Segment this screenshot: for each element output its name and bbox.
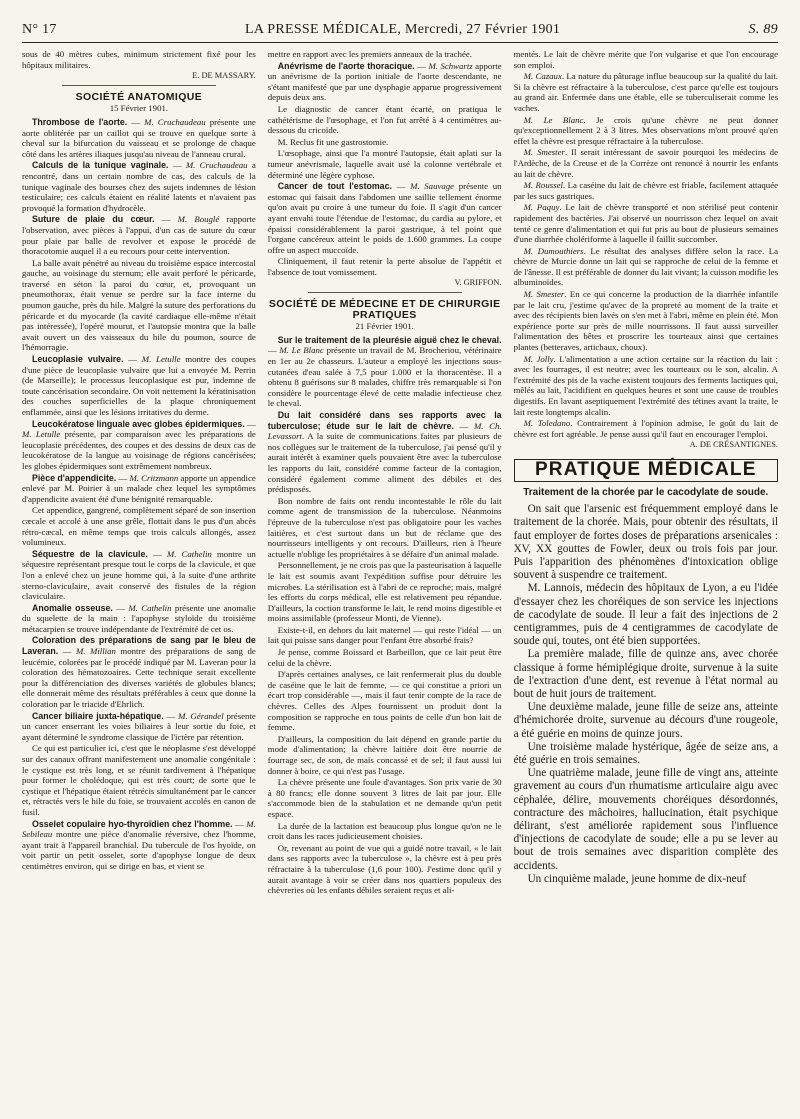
journal-title bbox=[245, 22, 560, 38]
columns bbox=[22, 49, 778, 1119]
paragraph: Bon nombre de faits ont rendu incontestable le rôle du lait comme agent de transmission de la tuberculose. Néanmoins l'épreuve de la tuberculose n'est pas obligatoire pour les vaches laitières, et c'est surtout dans un but de réclame que des nourrisseurs intelligents y ont recours. D'ailleurs, rien à l'heure actuelle n'oblige les propriétaires à se défaire d'un animal malade. bbox=[267, 495, 502, 559]
entry-heading: Séquestre de la clavicule. bbox=[32, 548, 148, 559]
divider bbox=[308, 292, 462, 293]
entry-text: présente, par comparaison avec les préparations de leucoplasie précédentes, des coupes et des dessins de deux cas de leucokératose de la langue au voisinage de régions cancérisées; les globes épidermiques sont extrêmement nombreux. bbox=[22, 429, 256, 471]
entry-heading: Anévrisme de l'aorte thoracique. bbox=[277, 60, 415, 71]
paragraph: La balle avait pénétré au niveau du troisième espace intercostal gauche, au voisinage du sternum; elle avait perforé le péricarde, traversé en séton la paroi du cœur, et, provoquant un pneumothorax, était venue se perdre sur la face interne du poumon gauche, près du hile. Malgré la suture des perforations du péricarde et du myocarde (la cavité cardiaque elle-même n'était pas intéressée), l'opéré mourut, et l'autopsie montra que la balle avait ouvert un des vaisseaux du hile du poumon, source de l'hémorragie. bbox=[22, 257, 256, 353]
speaker: M. Roussel bbox=[523, 180, 563, 191]
paragraph: Personnellement, je ne crois pas que la pasteurisation à laquelle le lait est soumis avant l'expédition suffise pour détruire les microbes. La stérilisation est à l'abri de ce reproche; mais, malgré les efforts du corps médical, elle est relativement peu répandue. D'ailleurs, la coction transforme le lait, le rend moins digestible et moins assimilable (professeur Monti, de Vienne). bbox=[267, 560, 502, 624]
entry-heading: Sur le traitement de la pleurésie aiguë chez le cheval. bbox=[277, 334, 502, 345]
signature: V. GRIFFON. bbox=[454, 278, 502, 288]
paragraph: Une troisième malade hystérique, âgée de seize ans, a été guérie en trois semaines. bbox=[513, 740, 778, 767]
section-date: 15 Février 1901. bbox=[109, 103, 169, 114]
column-2 bbox=[268, 49, 502, 1119]
entry-heading: Anomalie osseuse. bbox=[32, 602, 113, 613]
journal-name: LA PRESSE MÉDICALE bbox=[244, 22, 398, 37]
article-body bbox=[514, 503, 778, 886]
entry: Osselet copulaire hyo-thyroïdien chez l'homme. — M. Sebileau montre une pièce d'anomalie réversive, chez l'homme, ayant trait à l'appareil branchial. Du tubercule de l'os hyoïde, on voit partir un petit osselet, sorte d'apophyse longue de deux centimètres environ, qui se dirige en bas, et vient se bbox=[22, 818, 256, 871]
discussion bbox=[514, 147, 778, 179]
entry: Cancer biliaire juxta-hépatique. — M. Gérandel présente un cancer enserrant les voies biliaires à leur sortie du foie, et ayant déterminé le syndrome classique de l'ictère par rétention. bbox=[22, 710, 256, 742]
entry-author: M. Cruchaudeau bbox=[185, 160, 248, 171]
paragraph: La chèvre présente une foule d'avantages. Son prix varie de 30 à 80 francs; elle donne souvent 3 litres de lait par jour. Elle s'accommode bien de la stabulation et ne demande qu'un petit espace. bbox=[267, 777, 502, 819]
article-title: Traitement de la chorée par le cacodylate de soude. bbox=[523, 486, 769, 498]
paragraph: La durée de la lactation est beaucoup plus longue qu'on ne le croit dans les races judicieusement choisies. bbox=[267, 820, 502, 842]
section-date: 21 Février 1901. bbox=[355, 321, 414, 332]
paragraph: La première malade, fille de quinze ans, avec chorée classique à forme hémiplégique droite, survenue à la suite de l'extraction d'une dent, est revenue à l'état normal au bout de huit jours de traitement. bbox=[513, 648, 778, 700]
issue-date: , Mercredi, 27 Février 1901 bbox=[397, 22, 561, 37]
section-title: SOCIÉTÉ ANATOMIQUE bbox=[75, 90, 203, 103]
column-3 bbox=[514, 49, 778, 1119]
entry-text: présente une aorte oblitérée par un caillot qui se trouve en quelque sorte à cheval sur la bifurcation du vaisseau et se prolonge de chaque côté dans les artères iliaques jusqu'au niveau de l'anneau crural. bbox=[22, 116, 256, 159]
speaker: M. Jolly bbox=[523, 353, 554, 364]
paragraph: Cet appendice, gangrené, complètement séparé de son insertion cæcale et accolé à une anse grêle, flottait dans le pus d'un abcès rétro-cæcal, en même temps que trois calculs allongés, assez volumineux. bbox=[22, 505, 256, 548]
paragraph: Une deuxième malade, jeune fille de seize ans, atteinte d'hémichorée droite, survenue au décours d'une rougeole, a été guérie en moins de quinze jours. bbox=[513, 701, 778, 740]
entry-text: apporte un appendice enlevé par M. Poirier à un malade chez lequel les symptômes d'appendicite avaient été d'une bénignité remarquable. bbox=[22, 472, 256, 504]
discussion-text: . Le résultat des analyses diffère selon la race. La chèvre de Murcie donne un lait qui se rapproche de celui de la femme et de l'ânesse. Il est préférable de donner du lait vivant; la cuisson modifie les albuminoïdes. bbox=[513, 245, 778, 288]
entry-heading: Du lait considéré dans ses rapports avec la tuberculose; étude sur le lait de chèvre. bbox=[267, 410, 502, 431]
discussion bbox=[514, 354, 778, 418]
speaker: M. Paquy bbox=[523, 202, 560, 213]
speaker: M. Smester bbox=[523, 289, 565, 300]
discussion-text: . L'alimentation a une action certaine sur la réaction du lait : avec les fourrages, il est neutre; avec les tourteaux ou le son, alcalin. A l'extrémité des pis de la vache existent toujours des ferments lactiques qui, mêlés au lait, l'acidifient en quelques heures et sont une cause de troubles digestifs. En lavant aseptiquement l'extrémité des tétines avant la traite, le lait reste longtemps alcalin. bbox=[513, 353, 778, 417]
entry: Séquestre de la clavicule. — M. Cathelin montre un séquestre représentant presque tout le corps de la clavicule, et que l'on a enlevé chez un jeune homme qui, à la suite d'une arthrite sterno-claviculaire, avait conservé des fistules de la région claviculaire. bbox=[22, 548, 256, 602]
entry-author: M. Millian bbox=[75, 646, 116, 657]
entry-author: M. Letulle bbox=[141, 354, 181, 365]
signature: E. DE MASSARY. bbox=[192, 71, 256, 81]
section-title: SOCIÉTÉ DE MÉDECINE ET DE CHIRURGIE PRATIQUES bbox=[268, 298, 501, 321]
paragraph: Un cinquième malade, jeune homme de dix-neuf bbox=[527, 872, 746, 885]
entry-heading: Leucoplasie vulvaire. bbox=[32, 354, 124, 365]
entry: Cancer de tout l'estomac. — M. Sauvage présente un estomac qui faisait dans l'abdomen une saillie tellement énorme qu'on avait pu croire à une tumeur du foie. Il s'agit d'un cancer ayant envahi toute l'étendue de l'estomac, du cardia au pylore, et épaissi considérablement la paroi gastrique, à tel point que l'organe cancéreux atteint le poids de 1.600 grammes. La coupe offre un aspect muccoïde. bbox=[267, 181, 502, 255]
paragraph: mentés. Le lait de chèvre mérite que l'on vulgarise et que l'on encourage son emploi. bbox=[513, 49, 778, 70]
entry: Sur le traitement de la pleurésie aiguë chez le cheval. — M. Le Blanc présente un travail de M. Brocheriou, vétérinaire en 1er au 2e chasseurs. L'auteur a employé les injections sous-cutanées d'eau salée à 7,5 pour 1.000 et la thoracentèse. Il a obtenu 8 guérisons sur 8 malades, chiffre très remarquable si l'on considère le pourcentage élevé de cette maladie infectieuse chez le cheval. bbox=[267, 334, 502, 409]
page-number: S. 89 bbox=[748, 22, 778, 37]
speaker: M. Toledano bbox=[523, 418, 571, 429]
discussion bbox=[514, 115, 778, 147]
entry-author: M. Sebileau bbox=[22, 818, 256, 840]
issue-number: N° 17 bbox=[22, 22, 57, 37]
entry: Coloration des préparations de sang par le bleu de Laveran. — M. Millian montre des préparations de sang de leucémie, colorées par le procédé indiqué par M. Laveran pour la coloration des hématozoaires. Cette technique serait excellente pour la différenciation des diverses variétés de globules blancs; elle donnerait même des résultats préférables à ceux que donne la coloration par le triacide d'Ehrlich. bbox=[22, 635, 256, 710]
running-header bbox=[22, 22, 778, 43]
paragraph: L'œsophage, ainsi que l'a montré l'autopsie, était aplati sur la tumeur anévrismale, laquelle avait usé la colonne vertébrale et déterminé une légère cyphose. bbox=[267, 148, 502, 180]
entry-text: présente une anomalie du squelette de la main : l'apophyse styloïde du troisième métacarpien se trouve indépendante de l'extrémité de cet os. bbox=[22, 602, 256, 634]
entry-author: M. Critzmann bbox=[129, 472, 179, 483]
entry-author: M. Gérandel bbox=[178, 710, 224, 721]
discussion-text: . La caséine du lait de chèvre est friable, facilement attaquée par les sucs gastriques. bbox=[513, 180, 778, 201]
discussion-text: . La nature du pâturage influe beaucoup sur la qualité du lait. Si la chèvre est réfractaire à la tuberculose, c'est parce qu'elle est toujours au grand air. Enfermée dans une étable, elle se tuberculiserait comme les vaches. bbox=[513, 71, 778, 113]
paragraph: M. Lannois, médecin des hôpitaux de Lyon, a eu l'idée d'essayer chez les choréiques de son service les injections de cacodylate de soude. Il leur a fait des injections de 2 centigrammes, puis de 4 centigrammes de cacodylate de soude qui, toutes, ont été bien supportées. bbox=[513, 582, 778, 648]
entry-text: a rencontré, dans un certain nombre de cas, des calculs de la tunique vaginale des bourses chez des sujets indemnes de lésion testiculaire; ces calculs étaient en réalité latents et n'avaient pas provoqué la formation d'hydrocèle. bbox=[22, 160, 256, 213]
paragraph: Or, revenant au point de vue qui a guidé notre travail, « le lait dans ses rapports avec la tuberculose », la chèvre est à peu près réfractaire à la tuberculose (1,6 pour 100). J'estime donc qu'il y aurait avantage à voir se créer dans nos quartiers populeux des chèvreries où les enfants débiles seraient reçus et ali- bbox=[267, 842, 502, 896]
entry-author: M. Ch. Levassort bbox=[267, 420, 502, 442]
entry-text: présente un cancer enserrant les voies biliaires à leur sortie du foie, et ayant déterminé le syndrome classique de l'ictère par rétention. bbox=[22, 710, 256, 742]
discussion bbox=[514, 246, 778, 288]
discussion-text: . Il serait intéressant de savoir pourquoi les médecins de l'Ardèche, de la Creuse et de la Corrèze ont renoncé à nourrir les enfants au lait de chèvre. bbox=[513, 147, 778, 179]
entry-author: M. Letulle bbox=[22, 429, 61, 440]
intro-paragraph: sous de 40 mètres cubes, minimum strictement fixé pour les hôpitaux militaires. bbox=[22, 49, 256, 70]
paragraph: Ce qui est particulier ici, c'est que le néoplasme s'est développé sur des canaux offrant manifestement une anomalie congénitale : le cystique est très long, et se réunit tardivement à l'hépatique pour former le cholédoque, qui est très court; de sorte que le cystique et l'hépatique étaient rétrécis simultanément par le cancer et, rétractés vers le hile du foie, se trouvaient accolés en canon de fusil. bbox=[22, 743, 256, 817]
discussion bbox=[514, 418, 778, 439]
speaker: M. Le Blanc bbox=[523, 114, 584, 125]
entry-text: montre des coupes d'une pièce de leucoplasie vulvaire que lui a envoyée M. Perrin (de Marseille); le processus leucoplasique est pur, indemne de toute cancérisation secondaire. On voit nettement la kératinisation des couches superficielles de la plaque chroniquement enflammée, ainsi que les lésions irritatives du derme. bbox=[22, 354, 256, 417]
entry-text: montre des préparations de sang de leucémie, colorées par le procédé indiqué par M. Laveran pour la coloration des hématozoaires. Cette technique serait excellente pour la différenciation des diverses variétés de globules blancs; elle donnerait même des résultats préférables à ceux que donne la coloration par le triacide d'Ehrlich. bbox=[22, 646, 256, 710]
entry-heading: Cancer biliaire juxta-hépatique. bbox=[32, 710, 164, 721]
discussion-text: . En ce qui concerne la production de la diarrhée infantile par le lait cru, j'estime qu'avec de la propreté au moment de la traite et avec des récipients bien lavés on s'en met à l'abri, même en plein été. Mon expérience porte sur près de mille nourrissons. Il faut aussi surveiller l'alimentation des bêtes et proscrire les tourteaux ainsi que certaines plantes (betteraves, artichaux, choux). bbox=[513, 289, 778, 353]
entry-author: M. Bouglé bbox=[177, 214, 220, 225]
paragraph: On sait que l'arsenic est fréquemment employé dans le traitement de la chorée. Mais, pour obtenir des résultats, il faut employer de fortes doses de préparations arsenicales : XV, XX gouttes de Fowler, deux ou trois fois par jour. Puis l'apparition des phénomènes d'intoxication oblige souvent à suspendre ce traitement. bbox=[513, 503, 778, 582]
entry-author: M. Le Blanc bbox=[279, 345, 324, 356]
entry-heading: Calculs de la tunique vaginale. bbox=[32, 160, 169, 171]
entry-text: présente un estomac qui faisait dans l'abdomen une saillie tellement énorme qu'on avait pu croire à une tumeur du foie. Il s'agit d'un cancer ayant envahi toute l'étendue de l'estomac, du cardia au pylore, et épaissi considérablement la paroi gastrique, à tel point que l'organe cancéreux atteint le poids de 1.600 grammes. La coupe offre un aspect muccoïde. bbox=[267, 181, 502, 255]
section-banner: PRATIQUE MÉDICALE bbox=[514, 459, 778, 482]
entry: Calculs de la tunique vaginale. — M. Cruchaudeau a rencontré, dans un certain nombre de cas, des calculs de la tunique vaginale des bourses chez des sujets indemnes de lésion testiculaire; ces calculs étaient en réalité latents et n'avaient pas provoqué la formation d'hydrocèle. bbox=[22, 160, 256, 213]
paragraph: Je pense, comme Boissard et Barbeillon, que ce lait peut être celui de la chèvre. bbox=[267, 647, 502, 668]
discussion-text: . Je crois qu'une chèvre ne peut donner qu'exceptionnellement 2 à 3 litres. Mes observations m'ont prouvé qu'en effet la chèvre est presque réfractaire à la tuberculose. bbox=[513, 114, 778, 146]
entry-author: M. Cruchaudeau bbox=[144, 116, 206, 127]
entry-text: présente un travail de M. Brocheriou, vétérinaire en 1er au 2e chasseurs. L'auteur a employé les injections sous-cutanées d'eau salée à 7,5 pour 1.000 et la thoracentèse. Il a obtenu 8 guérisons sur 8 malades, chiffre très remarquable si l'on considère le pourcentage élevé de cette maladie infectieuse chez le cheval. bbox=[267, 345, 502, 409]
entry: Pièce d'appendicite. — M. Critzmann apporte un appendice enlevé par M. Poirier à un malade chez lequel les symptômes d'appendicite avaient été d'une bénignité remarquable. bbox=[22, 472, 256, 504]
entry: Leucokératose linguale avec globes épidermiques. — M. Letulle présente, par comparaison avec les préparations de leucoplasie précédentes, des coupes et des dessins de deux cas de leucokératose de la langue au voisinage de régions cancérisées; les globes épidermiques sont extrêmement nombreux. bbox=[22, 418, 256, 471]
entry-heading: Cancer de tout l'estomac. bbox=[277, 181, 392, 192]
entry-author: M. Schwartz bbox=[428, 60, 473, 71]
paragraph: mettre en rapport avec les premiers anneaux de la trachée. bbox=[267, 49, 472, 59]
entry: Thrombose de l'aorte. — M. Cruchaudeau présente une aorte oblitérée par un caillot qui se trouve en quelque sorte à cheval sur la bifurcation du vaisseau et se prolonge de chaque côté dans les artères iliaques jusqu'au niveau de l'anneau crural. bbox=[22, 116, 256, 159]
entry-text: apporte un anévrisme de la portion initiale de l'aorte descendante, ne s'étant manifesté que par une dysphagie apparue progressivement depuis deux ans. bbox=[267, 60, 502, 103]
entry-heading: Leucokératose linguale avec globes épidermiques. bbox=[32, 418, 245, 429]
speaker: M. Dumouthiers bbox=[523, 245, 584, 256]
entry: Du lait considéré dans ses rapports avec la tuberculose; étude sur le lait de chèvre. — M. Ch. Levassort. A la suite de communications faites par plusieurs de nos collègues sur le traitement de la tuberculose, j'ai pensé qu'il y aurait intérêt à examiner quels pouvaient être avec la tuberculose les rapports du lait, considéré comme facteur de la contagion, considéré également comme aliment des débiles et des prédisposés. bbox=[267, 410, 502, 495]
speaker: M. Smester bbox=[523, 147, 565, 158]
paragraph: Existe-t-il, en dehors du lait maternel — qui reste l'idéal — un lait qui puisse sans danger pour l'enfant être absorbé frais? bbox=[267, 624, 502, 646]
speaker: M. Cazaux bbox=[523, 71, 562, 82]
paragraph: Une quatrième malade, jeune fille de vingt ans, atteinte gravement au cours d'un rhumatisme articulaire aigu avec céphalée, délire, mouvements choréiques désordonnés, contracture des mâchoires, hallucination, était psychique délirant, s'est améliorée rapidement sous l'influence d'injections de cacodylate de soude; elle a pu se lever au bout de trois semaines avec disparition complète des accidents. bbox=[513, 767, 778, 872]
entry-heading: Pièce d'appendicite. bbox=[32, 472, 117, 483]
discussion bbox=[514, 202, 778, 244]
entry-heading: Osselet copulaire hyo-thyroïdien chez l'homme. bbox=[32, 818, 233, 829]
entry: Anomalie osseuse. — M. Cathelin présente une anomalie du squelette de la main : l'apophyse styloïde du troisième métacarpien se trouve indépendante de l'extrémité de cet os. bbox=[22, 602, 256, 634]
entry-text: montre une pièce d'anomalie réversive, chez l'homme, ayant trait à l'appareil branchial. Du tubercule de l'os hyoïde, on voit partir un petit osselet, sorte d'apophyse longue de deux centimètres environ, qui se dirige en bas, et vient se bbox=[22, 829, 256, 871]
discussion-text: . Contrairement à l'opinion admise, le goût du lait de chèvre est fort agréable. Je pense aussi qu'il faut en encourager l'emploi. bbox=[513, 418, 778, 439]
paragraph: Le diagnostic de cancer étant écarté, on pratiqua le cathétérisme de l'œsophage, et l'on fut arrêté à 4 centimètres au-dessous du cricoïde. bbox=[267, 103, 502, 136]
divider bbox=[62, 85, 216, 86]
entry-author: M. Cathelin bbox=[128, 602, 172, 613]
entry-heading: Suture de plaie du cœur. bbox=[32, 214, 155, 225]
paragraph: D'ailleurs, la composition du lait dépend en grande partie du mode d'alimentation; la chèvre laitière doit être nourrie de fourrage sec, de son, de maïs concassé et de sel; il faut aussi lui donner à boire, ce qui n'est pas l'usage. bbox=[267, 733, 502, 776]
discussion bbox=[514, 71, 778, 113]
entry-author: M. Sauvage bbox=[410, 181, 455, 192]
entry: Anévrisme de l'aorte thoracique. — M. Schwartz apporte un anévrisme de la portion initiale de l'aorte descendante, ne s'étant manifesté que par une dysphagie apparue progressivement depuis deux ans. bbox=[267, 60, 502, 103]
entry: Leucoplasie vulvaire. — M. Letulle montre des coupes d'une pièce de leucoplasie vulvaire que lui a envoyée M. Perrin (de Marseille); le processus leucoplasique est pur, indemne de toute cancérisation secondaire. On voit nettement la kératinisation des couches superficielles de la plaque chroniquement enflammée, ainsi que les lésions irritatives du derme. bbox=[22, 354, 256, 417]
column-1 bbox=[22, 49, 256, 1119]
entry-text: montre un séquestre représentant presque tout le corps de la clavicule, et que l'on a enlevé chez un jeune homme qui, à la suite d'une arthrite sterno-claviculaire, avait conservé des fistules de la région claviculaire. bbox=[22, 548, 256, 602]
entry-heading: Coloration des préparations de sang par le bleu de Laveran. bbox=[22, 635, 256, 657]
entry-text: rapporte l'observation, avec pièces à l'appui, d'un cas de suture du cœur pour plaie par balle de revolver et expose le procédé de thoracotomie auquel il a eu recours pour cette intervention. bbox=[22, 214, 256, 257]
entry: Suture de plaie du cœur. — M. Bouglé rapporte l'observation, avec pièces à l'appui, d'un cas de suture du cœur pour plaie par balle de revolver et expose le procédé de thoracotomie auquel il a eu recours pour cette intervention. bbox=[22, 214, 256, 257]
paragraph: D'après certaines analyses, ce lait renfermerait plus du double de caséine que le lait de femme, — ce qui constitue a priori un écart trop considérable —, mais il faut tenir compte de la race de chèvres. Celles des Alpes fournissent un produit dont la composition se rapproche en tous points de celle d'un bon lait de femme. bbox=[267, 669, 502, 733]
paragraph: M. Reclus fit une gastrostomie. bbox=[277, 136, 389, 147]
signature: A. DE CRÉSANTIGNES. bbox=[689, 440, 778, 450]
entry-heading: Thrombose de l'aorte. bbox=[32, 116, 128, 127]
discussion-text: . Le lait de chèvre transporté et non stérilisé peut contenir rapidement des bactéries. J'ai observé un nourrisson chez lequel on avait tenté ce genre d'alimentation et qui fut pris au bout de plusieurs semaines d'une diarrhée cholériforme à laquelle il faillit succomber. bbox=[513, 202, 778, 245]
entry-author: M. Cathelin bbox=[166, 548, 212, 559]
entry-text: . A la suite de communications faites par plusieurs de nos collègues sur le traitement de la tuberculose, j'ai pensé qu'il y aurait intérêt à examiner quels pouvaient être avec la tuberculose les rapports du lait, considéré comme facteur de la contagion, considéré également comme aliment des débiles et des prédisposés. bbox=[267, 431, 502, 495]
discussion bbox=[514, 180, 778, 201]
paragraph: Cliniquement, il faut retenir la perte absolue de l'appétit et l'absence de tout vomissement. bbox=[267, 256, 502, 277]
discussion bbox=[514, 289, 778, 353]
